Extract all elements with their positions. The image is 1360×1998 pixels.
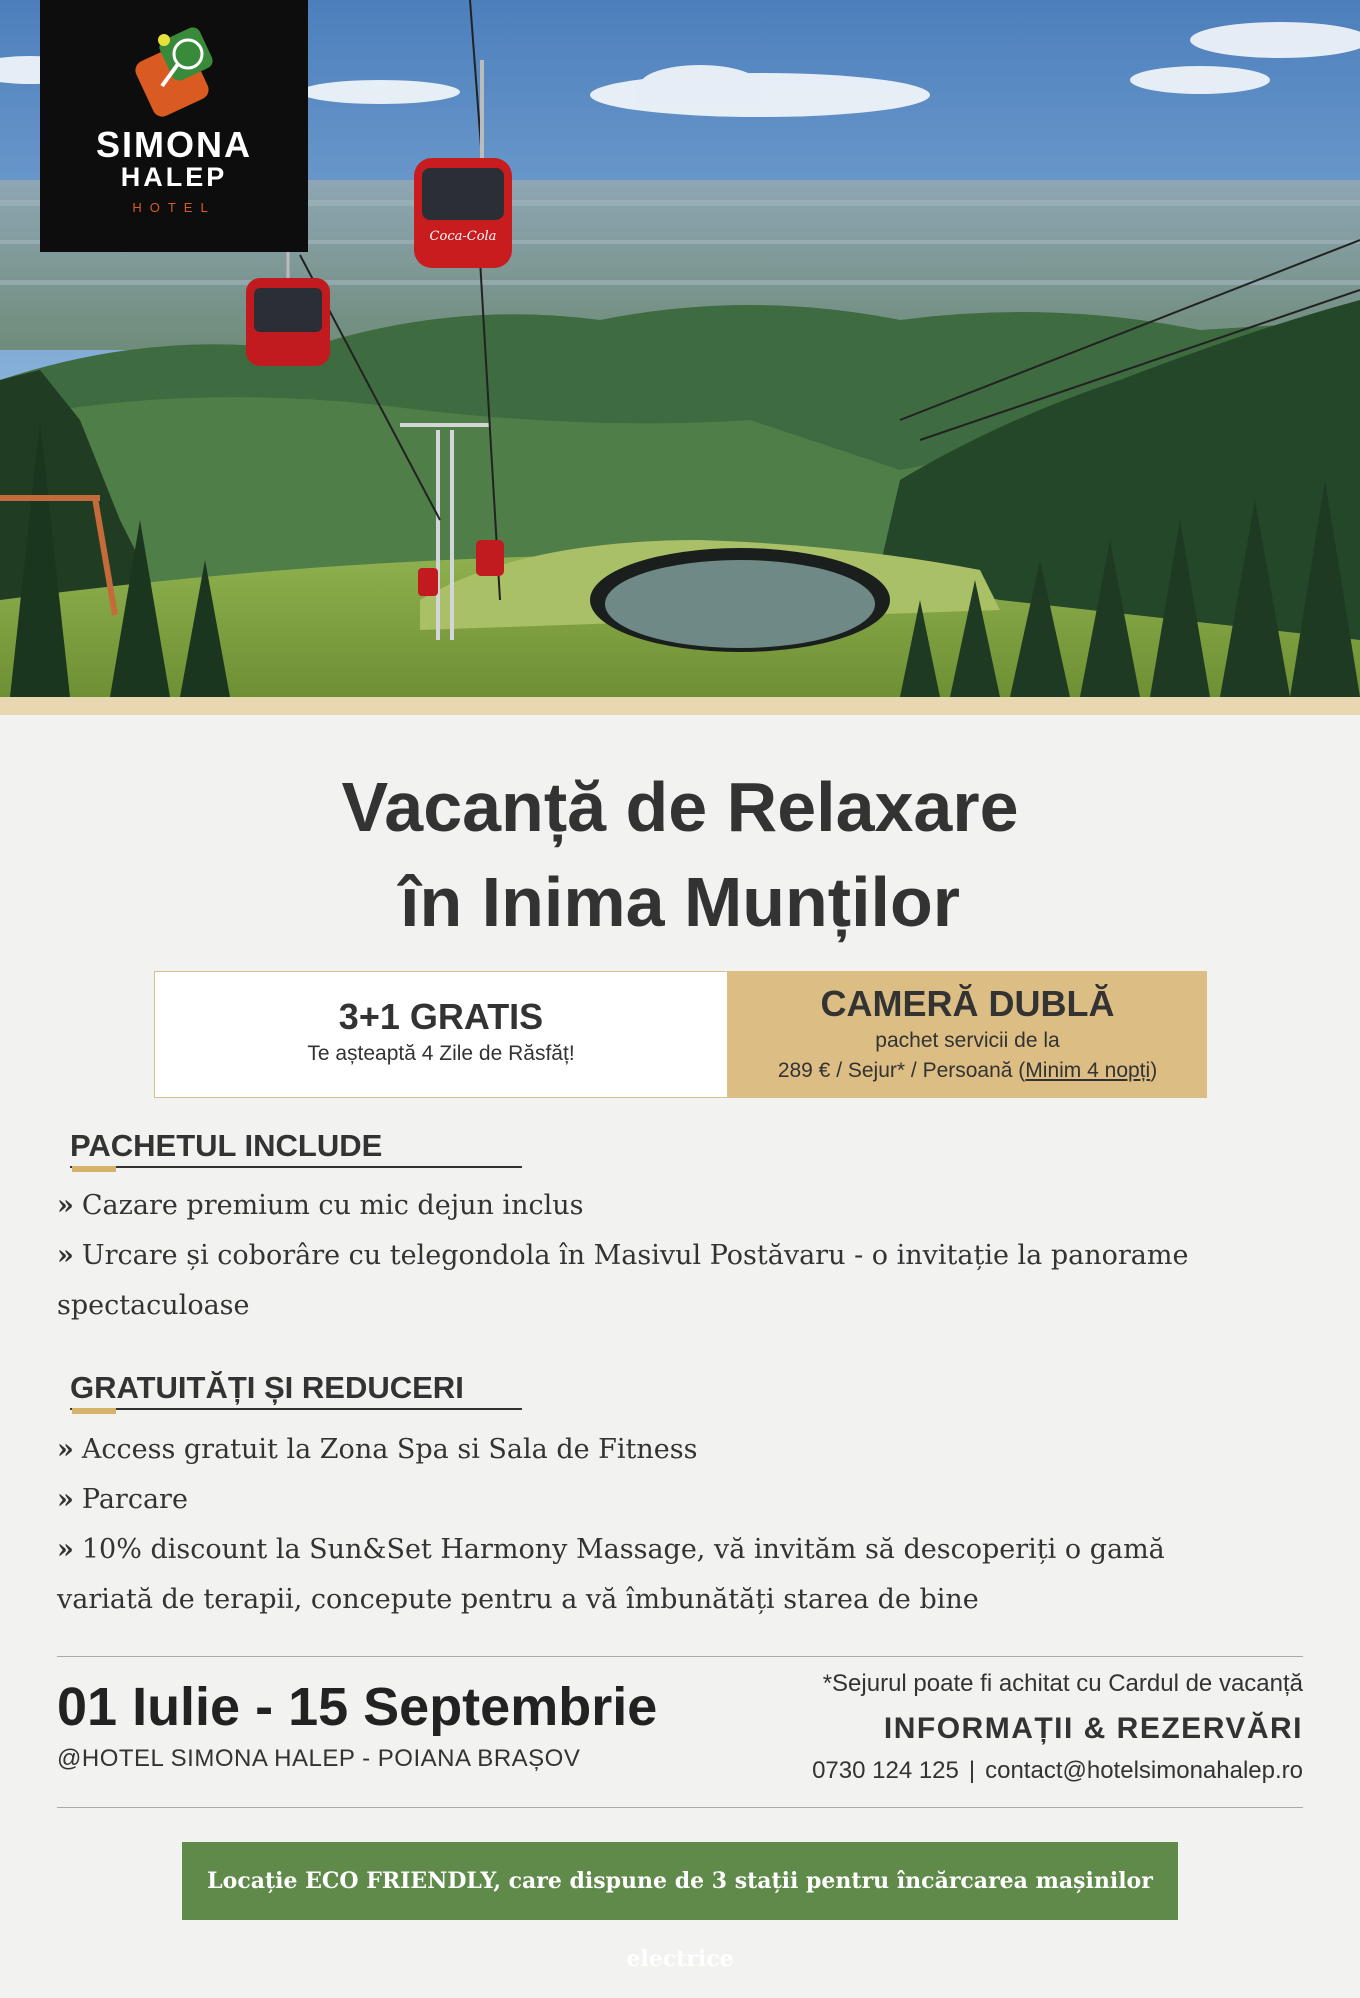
list-item: » Cazare premium cu mic dejun inclus [57,1190,584,1221]
contact-line [812,1757,1303,1785]
double-chevron-icon: » [57,1484,74,1515]
heading-accent [72,1166,116,1172]
double-chevron-icon: » [57,1434,74,1465]
offer-price-text: 289 € / Sejur* / Persoană ( [777,1059,1026,1082]
offer-banner [154,971,1207,1098]
double-chevron-icon: » [57,1534,74,1565]
email-link[interactable]: contact@hotelsimonahalep.ro [985,1757,1303,1784]
list-item: » Parcare [57,1484,188,1515]
list-item: » Access gratuit la Zona Spa si Sala de Fitness [57,1434,698,1465]
payment-note: *Sejurul poate fi achitat cu Cardul de vacanță [822,1670,1303,1697]
list-item: » 10% discount la Sun&Set Harmony Massage, vă invităm să descoperiți o gamă variată de terapii, concepute pentru a vă îmbunătăți starea de bine [57,1534,1165,1615]
phone-link[interactable]: 0730 124 125 [812,1757,959,1784]
hotel-logo [40,0,308,252]
tennis-racket-logo-icon [124,22,224,122]
perks-heading [70,1368,522,1410]
perks-heading-text: GRATUITĂȚI ȘI REDUCERI [70,1370,464,1405]
promo-dates: 01 Iulie - 15 Septembrie [57,1677,658,1737]
logo-name-line3: HOTEL [132,200,216,215]
offer-price-close: ) [1150,1059,1158,1082]
package-list [57,1181,1237,1331]
offer-room-price [728,1059,1207,1083]
title-line2: în Inima Munților [400,863,960,941]
package-heading [70,1126,522,1168]
logo-name-line2: HALEP [120,162,228,192]
perks-list [57,1425,1237,1625]
heading-accent [72,1408,116,1414]
contact-separator: | [968,1757,976,1784]
double-chevron-icon: » [57,1240,74,1271]
info-heading: INFORMAȚII & REZERVĂRI [883,1712,1303,1745]
venue-label: @HOTEL SIMONA HALEP - POIANA BRAȘOV [57,1745,581,1772]
heading-underline [70,1408,522,1410]
offer-room-subtitle: pachet servicii de la [875,1029,1060,1052]
title-line1: Vacanță de Relaxare [341,768,1019,846]
divider [57,1807,1303,1808]
double-chevron-icon: » [57,1190,74,1221]
offer-room-box [728,971,1207,1098]
offer-promo-box [154,971,728,1098]
offer-promo-subtitle: Te așteaptă 4 Zile de Răsfăț! [307,1042,575,1065]
list-item: » Urcare și coborâre cu telegondola în Masivul Postăvaru - o invitație la panorame spectaculoase [57,1240,1189,1321]
offer-min-nights: Minim 4 nopți [1025,1059,1151,1082]
eco-friendly-banner: Locație ECO FRIENDLY, care dispune de 3 stații pentru încărcarea mașinilor electrice [182,1842,1178,1920]
offer-promo-heading: 3+1 GRATIS [338,996,544,1037]
page-title [0,760,1360,950]
package-heading-text: PACHETUL INCLUDE [70,1128,383,1163]
gold-divider-strip [0,697,1360,715]
offer-room-heading: CAMERĂ DUBLĂ [820,983,1115,1024]
svg-text:Coca-Cola: Coca-Cola [429,229,497,244]
divider [57,1656,1303,1657]
logo-name-line1: SIMONA [96,124,252,165]
heading-underline [70,1166,522,1168]
